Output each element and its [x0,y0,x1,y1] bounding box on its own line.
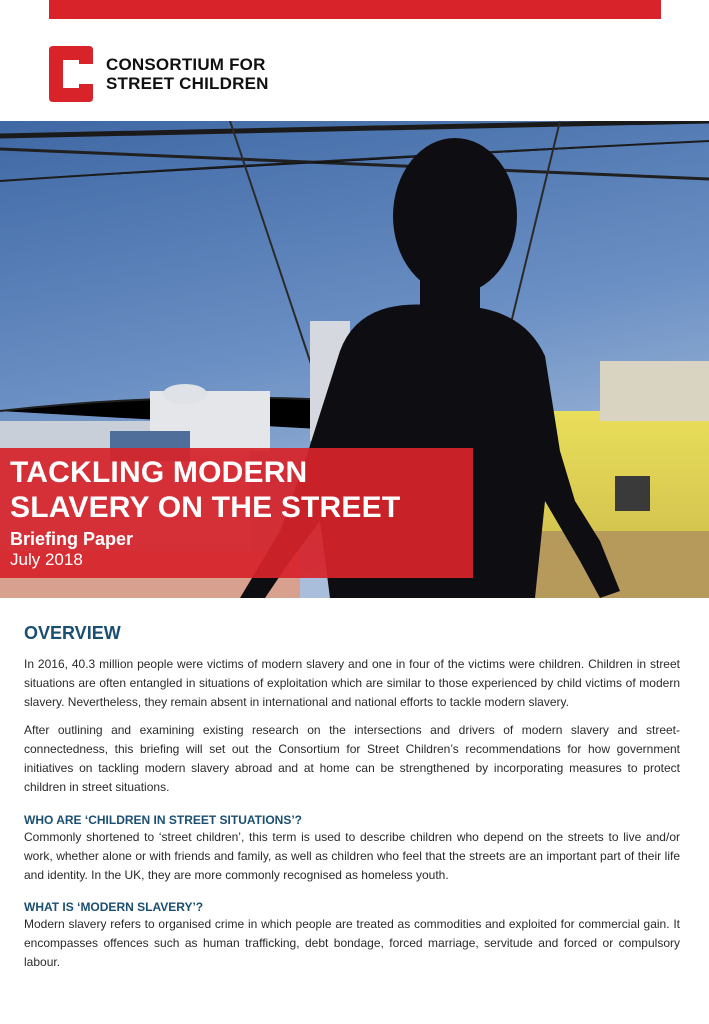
top-red-bar [49,0,661,19]
organization-logo [49,46,269,102]
slavery-section-body: Modern slavery refers to organised crime in which people are treated as commodities and exploited for commercial gain. It encompasses offences such as human trafficking, debt bondage, forced marriage, servitude and forced or compulsory labour. [24,917,680,969]
overview-paragraph-1: In 2016, 40.3 million people were victims of modern slavery and one in four of the victims were children. Children in street situations are often entangled in situations of exploitation which are similar to those experienced by child victims of modern slavery. Nevertheless, they remain absent in international and national efforts to tackle modern slavery. [24,657,680,709]
children-section-body: Commonly shortened to ‘street children’, this term is used to describe children who depend on the streets to live and/or work, whether alone or with friends and family, as well as children who feel that the streets are an important part of their life and identity. In the UK, they are more commonly recognised as homeless youth. [24,830,680,882]
cover-title-line1: TACKLING MODERN [10,456,308,489]
document-body [24,622,680,972]
org-name-line1: CONSORTIUM FOR [106,55,266,74]
cover-title-line2: SLAVERY ON THE STREET [10,491,401,524]
csc-logo-icon [49,46,93,102]
slavery-section-heading: WHAT IS ‘MODERN SLAVERY’? [24,900,204,914]
overview-paragraph-2: After outlining and examining existing research on the intersections and drivers of modern slavery and street-connectedness, this briefing will set out the Consortium for Street Children’s recommendations for how government initiatives on tackling modern slavery abroad and at home can be strengthened by incorporating measures to protect children in street situations. [24,723,680,794]
cover-title-box [0,448,473,578]
cover-subtitle: Briefing Paper [10,529,134,549]
organization-name [106,55,269,93]
overview-heading: OVERVIEW [24,623,121,643]
cover-date: July 2018 [10,550,83,569]
children-section-heading: WHO ARE ‘CHILDREN IN STREET SITUATIONS’? [24,813,302,827]
org-name-line2: STREET CHILDREN [106,74,269,93]
